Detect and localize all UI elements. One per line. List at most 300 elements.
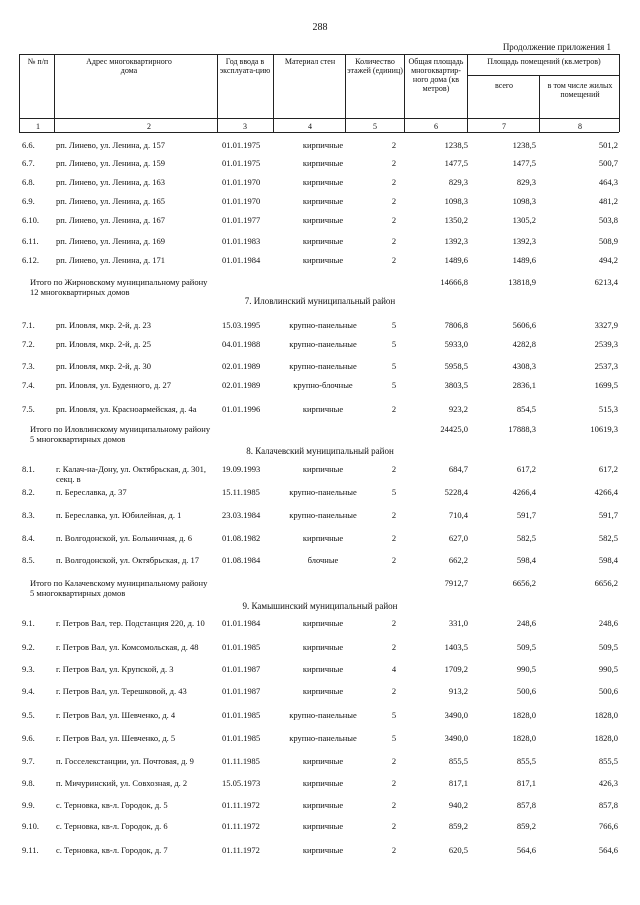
table-row	[0, 618, 640, 628]
row-total-area: 627,0	[448, 533, 468, 543]
row-total-area: 710,4	[448, 510, 468, 520]
row-year: 01.01.1996	[222, 404, 261, 414]
header-col-year: Год ввода в эксплуата-цию	[219, 57, 271, 75]
row-total-area: 331,0	[448, 618, 468, 628]
row-floors: 2	[391, 404, 397, 414]
row-residential-area: 857,8	[598, 800, 618, 810]
row-year: 01.08.1984	[222, 555, 261, 565]
table-row	[0, 487, 640, 497]
row-premises-area: 1489,6	[512, 255, 536, 265]
row-number: 9.5.	[22, 710, 35, 720]
col-border	[273, 54, 274, 132]
row-number: 9.8.	[22, 778, 35, 788]
total-count: 5 многоквартирных домов	[30, 588, 126, 598]
row-address: г. Петров Вал, ул. Терешковой, д. 43	[56, 686, 187, 696]
total-value: 6656,2	[512, 578, 536, 588]
row-address: г. Петров Вал, ул. Комсомольская, д. 48	[56, 642, 199, 652]
row-premises-area: 4308,3	[512, 361, 536, 371]
row-address: п. Береславка, ул. Юбилейная, д. 1	[56, 510, 182, 520]
row-material: крупно-блочные	[293, 380, 353, 390]
table-row	[0, 733, 640, 743]
header-num: 4	[308, 122, 312, 131]
total-count: 12 многоквартирных домов	[30, 287, 130, 297]
row-number: 6.12.	[22, 255, 39, 265]
row-number: 6.8.	[22, 177, 35, 187]
row-material: кирпичные	[302, 215, 344, 225]
header-num: 8	[578, 122, 582, 131]
row-floors: 5	[391, 361, 397, 371]
row-residential-area: 508,9	[598, 236, 618, 246]
row-floors: 2	[391, 555, 397, 565]
row-number: 8.3.	[22, 510, 35, 520]
row-total-area: 1238,5	[444, 140, 468, 150]
row-address: п. Госселекстанции, ул. Почтовая, д. 9	[56, 756, 194, 766]
total-row	[0, 277, 640, 287]
row-floors: 2	[391, 236, 397, 246]
row-floors: 5	[391, 339, 397, 349]
header-col-floors: Количество этажей (единиц)	[347, 57, 403, 75]
total-value: 24425,0	[440, 424, 468, 434]
header-sub-rule	[467, 75, 619, 76]
row-year: 01.01.1975	[222, 158, 261, 168]
row-material: крупно-панельные	[289, 510, 357, 520]
row-residential-area: 500,7	[598, 158, 618, 168]
row-year: 04.01.1988	[222, 339, 261, 349]
row-total-area: 1392,3	[444, 236, 468, 246]
row-total-area: 3803,5	[444, 380, 468, 390]
row-material: крупно-панельные	[289, 487, 357, 497]
row-residential-area: 494,2	[598, 255, 618, 265]
header-num: 2	[147, 122, 151, 131]
table-row	[0, 380, 640, 390]
row-year: 01.11.1972	[222, 821, 260, 831]
header-num: 3	[243, 122, 247, 131]
row-premises-area: 1098,3	[512, 196, 536, 206]
row-year: 01.01.1987	[222, 686, 261, 696]
row-number: 6.9.	[22, 196, 35, 206]
row-total-area: 7806,8	[444, 320, 468, 330]
row-address: п. Мичуринский, ул. Совхозная, д. 2	[56, 778, 188, 788]
header-mid-rule	[19, 118, 619, 119]
page-number: 288	[312, 22, 328, 33]
row-floors: 2	[391, 686, 397, 696]
row-material: кирпичные	[302, 196, 344, 206]
table-row	[0, 555, 640, 565]
row-address: рп. Линево, ул. Ленина, д. 167	[56, 215, 165, 225]
row-residential-area: 855,5	[598, 756, 618, 766]
row-residential-area: 515,3	[598, 404, 618, 414]
row-year: 15.11.1985	[222, 487, 260, 497]
total-row	[0, 424, 640, 434]
row-number: 8.4.	[22, 533, 35, 543]
row-premises-area: 829,3	[516, 177, 536, 187]
row-year: 15.05.1973	[222, 778, 261, 788]
row-material: крупно-панельные	[289, 710, 357, 720]
row-number: 6.6.	[22, 140, 35, 150]
row-number: 9.4.	[22, 686, 35, 696]
row-total-area: 3490,0	[444, 710, 468, 720]
table-row	[0, 236, 640, 246]
row-total-area: 662,2	[448, 555, 468, 565]
table-row	[0, 255, 640, 265]
total-value: 13818,9	[508, 277, 536, 287]
row-premises-area: 854,5	[516, 404, 536, 414]
row-residential-area: 617,2	[598, 464, 618, 474]
table-row	[0, 361, 640, 371]
header-col-address: Адрес многоквартирного дома	[86, 57, 172, 75]
section-title: 8. Калачевский муниципальный район	[246, 446, 394, 456]
total-value: 7912,7	[444, 578, 468, 588]
row-number: 9.7.	[22, 756, 35, 766]
row-material: блочные	[307, 555, 339, 565]
table-row	[0, 196, 640, 206]
row-premises-area: 1828,0	[512, 733, 536, 743]
row-premises-area: 5606,6	[512, 320, 536, 330]
row-year: 01.01.1984	[222, 618, 261, 628]
row-number: 7.1.	[22, 320, 35, 330]
row-material: кирпичные	[302, 533, 344, 543]
row-floors: 2	[391, 140, 397, 150]
header-col-premises-area: Площадь помещений (кв.метров)	[487, 57, 601, 66]
row-premises-area: 591,7	[516, 510, 536, 520]
row-residential-area: 481,2	[598, 196, 618, 206]
row-total-area: 1477,5	[444, 158, 468, 168]
row-address: с. Терновка, кв-л. Городок, д. 5	[56, 800, 168, 810]
row-year: 01.11.1985	[222, 756, 260, 766]
row-address: рп. Иловля, мкр. 2-й, д. 23	[56, 320, 151, 330]
row-total-area: 940,2	[448, 800, 468, 810]
total-value: 6656,2	[594, 578, 618, 588]
header-num: 5	[373, 122, 377, 131]
row-address: г. Петров Вал, ул. Шевченко, д. 5	[56, 733, 176, 743]
row-floors: 2	[391, 778, 397, 788]
row-material: кирпичные	[302, 464, 344, 474]
row-material: кирпичные	[302, 800, 344, 810]
row-residential-area: 766,6	[598, 821, 618, 831]
header-col-total: всего	[494, 81, 513, 90]
row-total-area: 3490,0	[444, 733, 468, 743]
row-year: 01.01.1985	[222, 642, 261, 652]
row-residential-area: 990,5	[598, 664, 618, 674]
row-material: кирпичные	[302, 618, 344, 628]
row-premises-area: 564,6	[516, 845, 536, 855]
col-border	[19, 54, 20, 132]
row-year: 01.08.1982	[222, 533, 261, 543]
row-address: рп. Линево, ул. Ленина, д. 157	[56, 140, 165, 150]
row-address: с. Терновка, кв-л. Городок, д. 7	[56, 845, 168, 855]
row-address: г. Петров Вал, ул. Шевченко, д. 4	[56, 710, 176, 720]
total-value: 6213,4	[594, 277, 618, 287]
row-number: 8.2.	[22, 487, 35, 497]
section-title: 7. Иловлинский муниципальный район	[244, 296, 396, 306]
row-total-area: 817,1	[448, 778, 468, 788]
row-number: 9.1.	[22, 618, 35, 628]
total-label: Итого по Иловлинскому муниципальному району	[30, 424, 211, 434]
row-address: п. Волгодонской, ул. Октябрьская, д. 17	[56, 555, 200, 565]
header-num: 7	[502, 122, 506, 131]
header-top-rule	[19, 54, 619, 55]
row-address: п. Береславка, д. 37	[56, 487, 127, 497]
row-premises-area: 817,1	[516, 778, 536, 788]
row-year: 01.11.1972	[222, 845, 260, 855]
section-title: 9. Камышинский муниципальный район	[242, 601, 398, 611]
row-number: 9.11.	[22, 845, 39, 855]
row-address: рп. Линево, ул. Ленина, д. 159	[56, 158, 165, 168]
row-address: рп. Линево, ул. Ленина, д. 171	[56, 255, 165, 265]
row-residential-area: 500,6	[598, 686, 618, 696]
row-residential-area: 564,6	[598, 845, 618, 855]
row-total-area: 1403,5	[444, 642, 468, 652]
row-number: 9.9.	[22, 800, 35, 810]
row-material: кирпичные	[302, 255, 344, 265]
row-floors: 2	[391, 215, 397, 225]
row-total-area: 859,2	[448, 821, 468, 831]
row-premises-area: 509,5	[516, 642, 536, 652]
header-col-total-area: Общая площадь многоквартир-ного дома (кв метров)	[408, 57, 464, 93]
row-year: 02.01.1989	[222, 361, 261, 371]
row-residential-area: 2537,3	[594, 361, 618, 371]
row-number: 6.7.	[22, 158, 35, 168]
row-material: кирпичные	[302, 177, 344, 187]
row-year: 19.09.1993	[222, 464, 261, 474]
row-premises-area: 1828,0	[512, 710, 536, 720]
row-premises-area: 598,4	[516, 555, 536, 565]
row-material: крупно-панельные	[289, 361, 357, 371]
table-row	[0, 140, 640, 150]
col-border	[467, 54, 468, 132]
row-number: 7.5.	[22, 404, 35, 414]
row-total-area: 620,5	[448, 845, 468, 855]
row-number: 7.4.	[22, 380, 35, 390]
row-year: 01.01.1985	[222, 733, 261, 743]
row-material: крупно-панельные	[289, 339, 357, 349]
row-residential-area: 1699,5	[594, 380, 618, 390]
row-premises-area: 857,8	[516, 800, 536, 810]
table-row	[0, 664, 640, 674]
row-premises-area: 500,6	[516, 686, 536, 696]
row-address: с. Терновка, кв-л. Городок, д. 6	[56, 821, 168, 831]
table-row	[0, 510, 640, 520]
row-number: 7.2.	[22, 339, 35, 349]
row-year: 01.01.1970	[222, 177, 261, 187]
row-floors: 2	[391, 845, 397, 855]
row-total-area: 5933,0	[444, 339, 468, 349]
row-floors: 2	[391, 255, 397, 265]
row-residential-area: 2539,3	[594, 339, 618, 349]
row-residential-area: 591,7	[598, 510, 618, 520]
row-floors: 2	[391, 196, 397, 206]
row-floors: 4	[391, 664, 397, 674]
row-number: 9.3.	[22, 664, 35, 674]
row-year: 15.03.1995	[222, 320, 261, 330]
row-floors: 2	[391, 464, 397, 474]
header-num: 6	[434, 122, 438, 131]
row-year: 01.01.1983	[222, 236, 261, 246]
row-floors: 5	[391, 710, 397, 720]
total-label: Итого по Жирновскому муниципальному району	[30, 277, 208, 287]
row-total-area: 1350,2	[444, 215, 468, 225]
col-border	[54, 54, 55, 132]
row-total-area: 855,5	[448, 756, 468, 766]
row-year: 01.01.1985	[222, 710, 261, 720]
row-premises-area: 4282,8	[512, 339, 536, 349]
table-row	[0, 177, 640, 187]
row-total-area: 684,7	[448, 464, 468, 474]
table-row	[0, 464, 640, 484]
row-address: рп. Иловля, ул. Красноармейская, д. 4а	[56, 404, 197, 414]
row-total-area: 1098,3	[444, 196, 468, 206]
row-floors: 2	[391, 533, 397, 543]
row-premises-area: 2836,1	[512, 380, 536, 390]
row-material: кирпичные	[302, 140, 344, 150]
row-material: кирпичные	[302, 664, 344, 674]
row-residential-area: 3327,9	[594, 320, 618, 330]
row-floors: 5	[391, 733, 397, 743]
row-residential-area: 503,8	[598, 215, 618, 225]
table-row	[0, 686, 640, 696]
row-floors: 5	[391, 380, 397, 390]
row-year: 01.01.1975	[222, 140, 261, 150]
row-material: кирпичные	[302, 821, 344, 831]
row-floors: 2	[391, 821, 397, 831]
row-residential-area: 426,3	[598, 778, 618, 788]
row-year: 01.01.1987	[222, 664, 261, 674]
row-material: кирпичные	[302, 686, 344, 696]
total-value: 10619,3	[590, 424, 618, 434]
row-address: рп. Иловля, мкр. 2-й, д. 30	[56, 361, 151, 371]
row-number: 6.10.	[22, 215, 39, 225]
row-year: 01.01.1977	[222, 215, 261, 225]
table-row	[0, 821, 640, 831]
row-material: крупно-панельные	[289, 733, 357, 743]
row-premises-area: 1392,3	[512, 236, 536, 246]
continuation-note: Продолжение приложения 1	[502, 42, 611, 52]
row-material: кирпичные	[302, 642, 344, 652]
row-total-area: 923,2	[448, 404, 468, 414]
col-border	[539, 75, 540, 132]
row-floors: 2	[391, 177, 397, 187]
table-row	[0, 320, 640, 330]
total-label: Итого по Калачевскому муниципальному району	[30, 578, 208, 588]
row-residential-area: 1828,0	[594, 710, 618, 720]
row-material: кирпичные	[302, 756, 344, 766]
row-number: 6.11.	[22, 236, 39, 246]
row-premises-area: 1238,5	[512, 140, 536, 150]
table-row	[0, 404, 640, 414]
row-premises-area: 859,2	[516, 821, 536, 831]
row-floors: 2	[391, 618, 397, 628]
row-floors: 2	[391, 158, 397, 168]
row-number: 9.10.	[22, 821, 39, 831]
row-total-area: 913,2	[448, 686, 468, 696]
row-address: рп. Линево, ул. Ленина, д. 163	[56, 177, 165, 187]
row-material: кирпичные	[302, 778, 344, 788]
row-premises-area: 617,2	[516, 464, 536, 474]
row-material: кирпичные	[302, 845, 344, 855]
row-address: рп. Иловля, ул. Буденного, д. 27	[56, 380, 172, 390]
row-residential-area: 582,5	[598, 533, 618, 543]
table-row	[0, 339, 640, 349]
row-year: 01.01.1970	[222, 196, 261, 206]
row-floors: 5	[391, 487, 397, 497]
row-total-area: 5228,4	[444, 487, 468, 497]
row-residential-area: 598,4	[598, 555, 618, 565]
row-address: рп. Иловля, мкр. 2-й, д. 25	[56, 339, 151, 349]
total-count: 5 многоквартирных домов	[30, 434, 126, 444]
row-number: 8.5.	[22, 555, 35, 565]
header-num: 1	[36, 122, 40, 131]
row-number: 7.3.	[22, 361, 35, 371]
row-floors: 2	[391, 642, 397, 652]
row-total-area: 829,3	[448, 177, 468, 187]
row-material: крупно-панельные	[289, 320, 357, 330]
row-premises-area: 248,6	[516, 618, 536, 628]
row-residential-area: 4266,4	[594, 487, 618, 497]
table-row	[0, 710, 640, 720]
total-row	[0, 578, 640, 588]
row-total-area: 1489,6	[444, 255, 468, 265]
row-residential-area: 464,3	[598, 177, 618, 187]
row-floors: 2	[391, 510, 397, 520]
table-row	[0, 800, 640, 810]
row-address: г. Петров Вал, тер. Подстанция 220, д. 10	[56, 618, 205, 628]
row-year: 02.01.1989	[222, 380, 261, 390]
row-address: г. Калач-на-Дону, ул. Октябрьская, д. 301, секц. в	[56, 464, 207, 484]
row-total-area: 1709,2	[444, 664, 468, 674]
row-address: п. Волгодонской, ул. Больничная, д. 6	[56, 533, 192, 543]
row-residential-area: 509,5	[598, 642, 618, 652]
row-residential-area: 501,2	[598, 140, 618, 150]
row-address: рп. Линево, ул. Ленина, д. 165	[56, 196, 165, 206]
col-border	[619, 54, 620, 132]
row-premises-area: 4266,4	[512, 487, 536, 497]
row-year: 01.01.1984	[222, 255, 261, 265]
table-row	[0, 533, 640, 543]
header-bottom-rule	[19, 132, 619, 133]
row-premises-area: 990,5	[516, 664, 536, 674]
table-row	[0, 756, 640, 766]
header-col-number: № п/п	[27, 57, 49, 66]
row-number: 9.2.	[22, 642, 35, 652]
row-floors: 2	[391, 800, 397, 810]
row-residential-area: 248,6	[598, 618, 618, 628]
total-value: 17888,3	[508, 424, 536, 434]
row-premises-area: 1305,2	[512, 215, 536, 225]
row-material: кирпичные	[302, 236, 344, 246]
total-value: 14666,8	[440, 277, 468, 287]
row-material: кирпичные	[302, 404, 344, 414]
row-premises-area: 1477,5	[512, 158, 536, 168]
table-row	[0, 642, 640, 652]
header-col-residential: в том числе жилых помещений	[547, 81, 613, 99]
table-row	[0, 778, 640, 788]
header-col-material: Материал стен	[284, 57, 336, 66]
row-residential-area: 1828,0	[594, 733, 618, 743]
row-premises-area: 582,5	[516, 533, 536, 543]
table-row	[0, 158, 640, 168]
row-year: 23.03.1984	[222, 510, 261, 520]
row-address: г. Петров Вал, ул. Крупской, д. 3	[56, 664, 174, 674]
row-premises-area: 855,5	[516, 756, 536, 766]
table-row	[0, 845, 640, 855]
row-total-area: 5958,5	[444, 361, 468, 371]
row-number: 8.1.	[22, 464, 35, 474]
row-floors: 5	[391, 320, 397, 330]
row-address: рп. Линево, ул. Ленина, д. 169	[56, 236, 165, 246]
row-floors: 2	[391, 756, 397, 766]
row-material: кирпичные	[302, 158, 344, 168]
row-number: 9.6.	[22, 733, 35, 743]
